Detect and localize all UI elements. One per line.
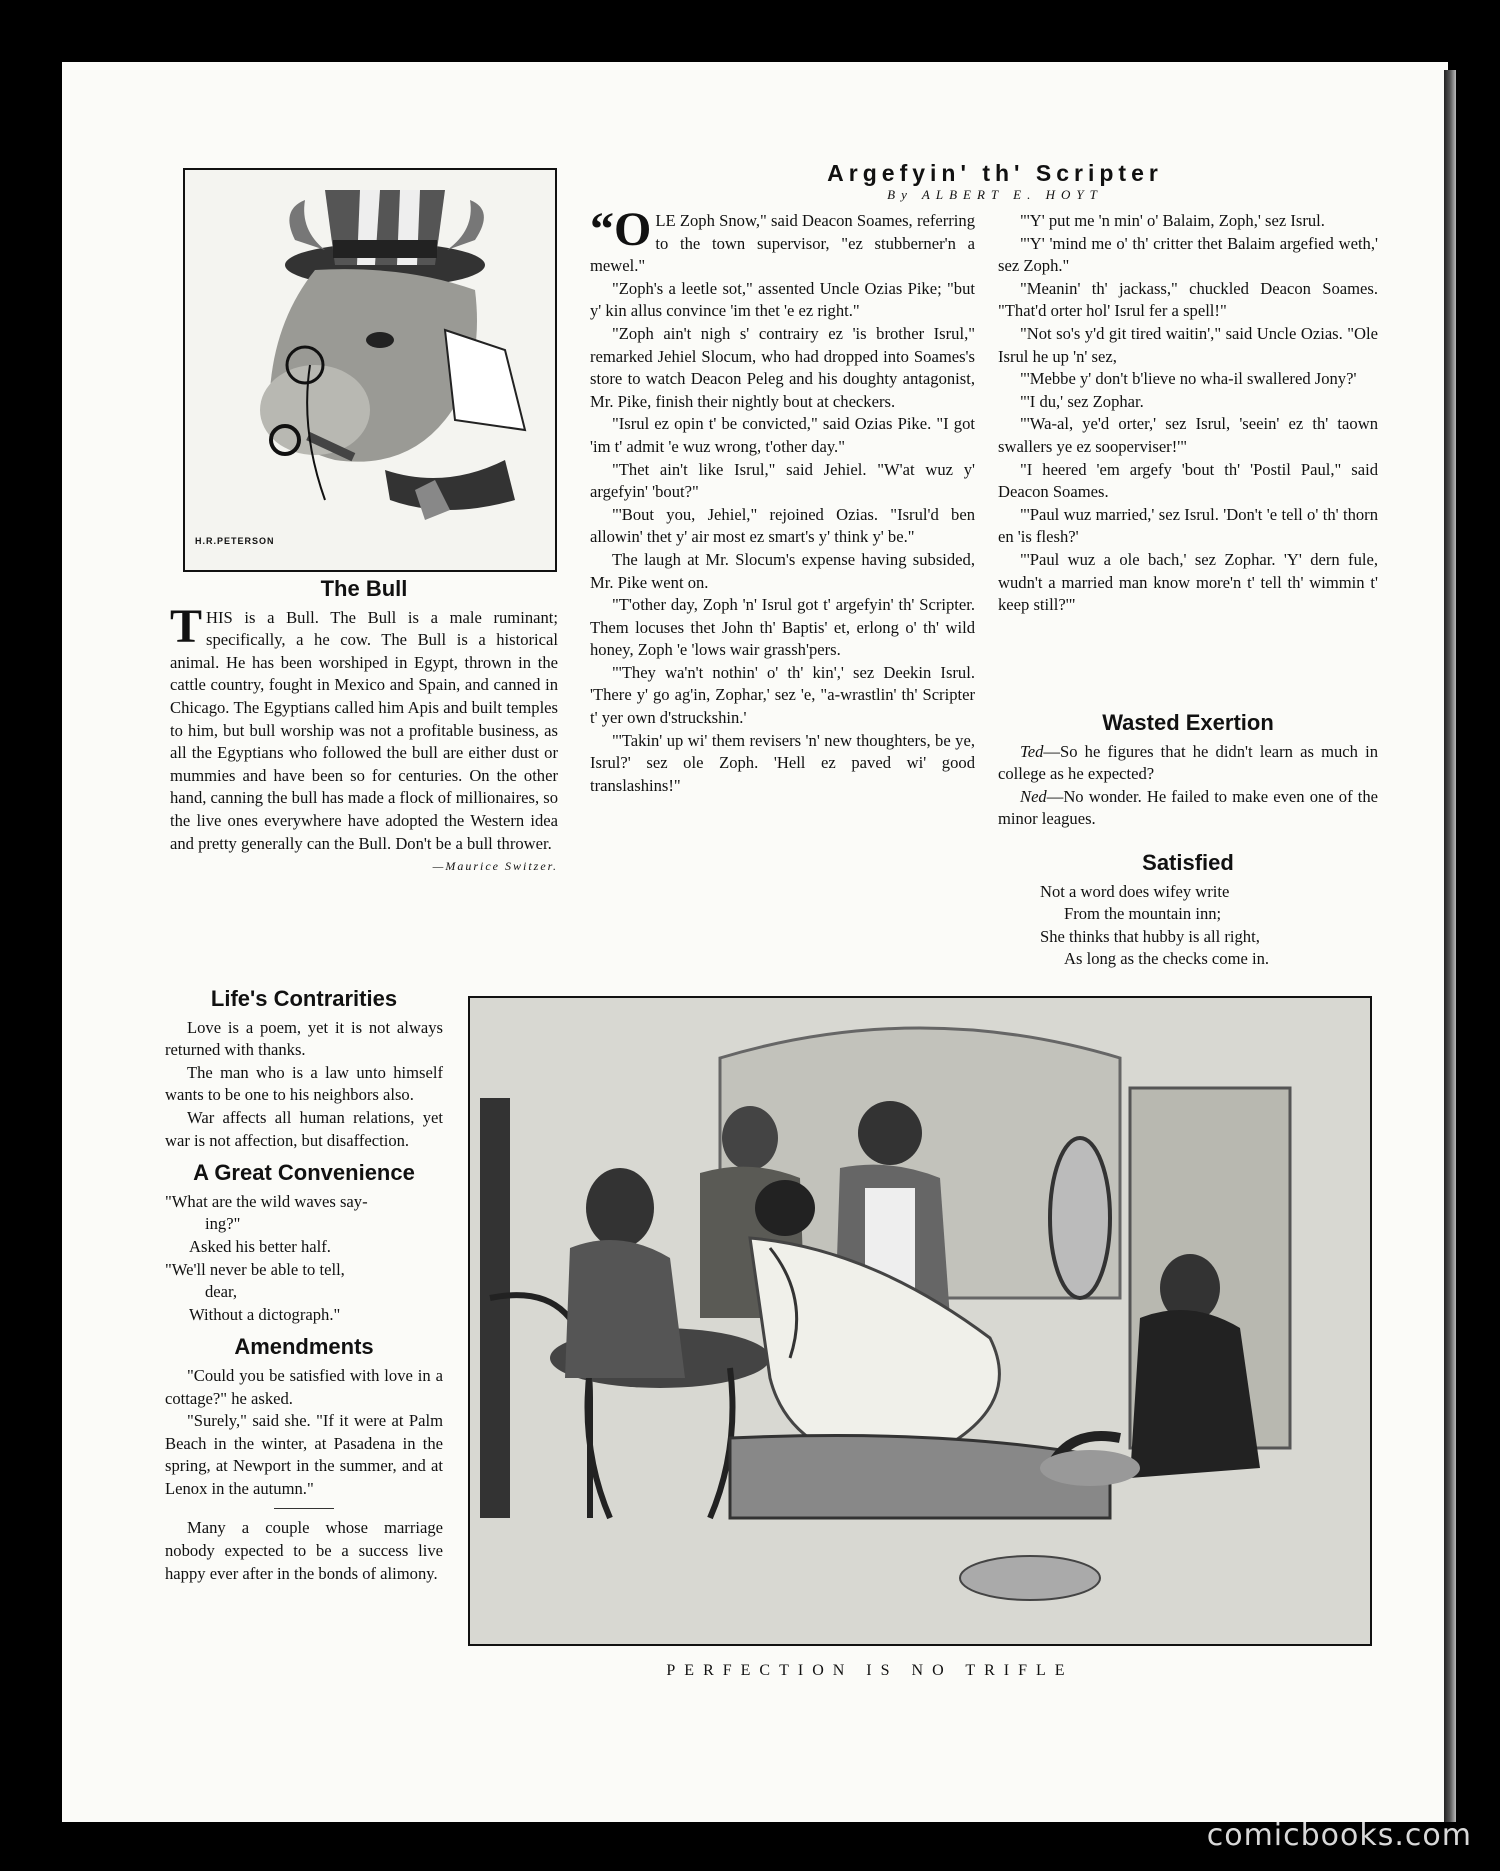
bull-illustration [183,168,557,572]
site-watermark: comicbooks.com [1206,1818,1472,1853]
alimony-para: Many a couple whose marriage nobody expected to be a success live happy ever after in the bonds of alimony. [165,1518,443,1583]
bull-text: THIS is a Bull. The Bull is a male ruminant; specifically, a he cow. The Bull is a historical animal. He has been worshiped in Egypt, thrown in the cattle country, fought in Mexico and Spain, and canned in Chicago. The Egyptians called him Apis and built temples to him, but bull worship was not a profitable business, as all the Egyptians who followed the bull are either dust or mummies and have been so for centuries. On the other hand, canning the bull has made a flock of millionaires, so the live ones everywhere have adopted the Western idea and pretty generally can the Bull. Don't be a bull thrower. [170,599,559,853]
illustration-signature: H.R.PETERSON [195,536,275,546]
illustration-caption: PERFECTION IS NO TRIFLE [666,1662,1074,1679]
argefyin-para: "'I du,' sez Zophar. [1020,391,1144,411]
wasted-ned: Ned—No wonder. He failed to make even one of the minor leagues. [998,786,1378,829]
argefyin-para: The laugh at Mr. Slocum's expense having subsided, Mr. Pike went on. [590,549,975,592]
convenience-poem: "What are the wild waves say- ing?" Asked his better half. "We'll never be able to tell, dear, Without a dictograph." [165,1191,368,1324]
satisfied-title: Satisfied [1142,850,1234,875]
poem-line: As long as the checks come in. [1064,949,1270,969]
section-rule [274,1508,334,1509]
argefyin-para: "'Bout you, Jehiel," rejoined Ozias. "Isrul'd ben allowin' thet y' air most ez smart's y' think y' be." [590,504,975,547]
argefyin-para: "I heered 'em argefy 'bout th' 'Postil Paul," said Deacon Soames. [998,459,1378,502]
contrarities-para: The man who is a law unto himself wants to be one to his neighbors also. [165,1062,443,1105]
argefyin-column-1 [590,203,975,797]
bull-drawing [185,170,555,570]
argefyin-para: "'They wa'n't nothin' o' th' kin',' sez Deekin Isrul. 'There y' go ag'in, Zophar,' sez 'e, "a-wrastlin' th' Scripter t' yer own d'struckshin.' [590,662,975,728]
bull-title: The Bull [320,576,408,601]
wasted-title: Wasted Exertion [1102,710,1274,735]
argefyin-para: "'Paul wuz a ole bach,' sez Zophar. 'Y' dern fule, wudn't a married man know more'n t' tell th' wimmin t' keep still?'" [998,549,1378,615]
contrarities-para: War affects all human relations, yet war is not affection, but disaffection. [165,1107,443,1150]
argefyin-para: "'Takin' up wi' them revisers 'n' new thoughters, be ye, Isrul?' sez ole Zoph. 'Hell ez paved wi' good translashins!" [590,730,975,795]
argefyin-para: "'Y' put me 'n min' o' Balaim, Zoph,' sez Isrul. [1020,211,1325,230]
argefyin-para: "Meanin' th' jackass," chuckled Deacon Soames. "That'd orter hol' Isrul fer a spell!" [998,278,1378,321]
amendments-para: "Could you be satisfied with love in a cottage?" he asked. [165,1365,443,1408]
argefyin-para: "T'other day, Zoph 'n' Isrul got t' argefyin' th' Scripter. Them locuses thet John th' Baptis' et, erlong o' th' wild honey, Zoph 'e 'lows wair grassh'pers. [590,595,975,660]
argefyin-para: "'Paul wuz married,' sez Isrul. 'Don't 'e tell o' th' thorn en 'is flesh?' [998,504,1378,547]
satisfied-poem [998,852,1378,971]
perfection-illustration [468,996,1372,1646]
amendments-para: "Surely," said she. "If it were at Palm Beach in the winter, at Pasadena in the spring, at Newport in the summer, and at Lenox in the autumn." [165,1411,443,1498]
poem-line: From the mountain inn; [1064,904,1222,924]
wasted-exertion [998,712,1378,831]
argefyin-para: "Zoph's a leetle sot," assented Uncle Ozias Pike; "but y' kin allus convince 'im thet 'e ez right." [590,278,975,321]
argefyin-para: "Isrul ez opin t' be convicted," said Ozias Pike. "I got 'im t' admit 'e wuz wrong, t'other day." [590,414,975,456]
argefyin-title: Argefyin' th' Scripter [827,160,1163,186]
book-spine [1444,70,1456,1822]
poem-line: Not a word does wifey write [1040,881,1230,901]
argefyin-para: "'Mebbe y' don't b'lieve no wha-il swallered Jony?' [1020,369,1357,389]
argefyin-para: "Not so's y'd git tired waitin'," said Uncle Ozias. "Ole Isrul he up 'n' sez, [998,323,1378,366]
bull-dropcap: T [170,599,203,653]
bull-signature: —Maurice Switzer. [432,859,558,874]
contrarities-title: Life's Contrarities [210,986,398,1011]
poem-line: She thinks that hubby is all right, [1040,926,1260,946]
left-bottom-column [165,988,443,1585]
bull-article [170,578,558,878]
argefyin-column-2 [998,210,1378,617]
argefyin-dropcap: “O [590,203,652,256]
convenience-title: A Great Convenience [193,1160,415,1186]
argefyin-para: "'Wa-al, ye'd orter,' sez Isrul, 'seein' ez th' taown swallers ye ez sooperviser!'" [998,414,1378,456]
contrarities-para: Love is a poem, yet it is not always returned with thanks. [165,1017,443,1060]
argefyin-para: "Zoph ain't nigh s' contrairy ez 'is brother Isrul," remarked Jehiel Slocum, who had dropped into Soames's store to watch Deacon Peleg and his doughty antagonist, Mr. Pike, finish their nightly bout at checkers. [590,323,975,411]
wasted-ted: Ted—So he figures that he didn't learn as much in college as he expected? [998,741,1378,784]
salon-scene-drawing [470,998,1370,1644]
argefyin-para: "'Y' 'mind me o' th' critter thet Balaim argefied weth,' sez Zoph." [998,233,1378,276]
argefyin-byline: By ALBERT E. HOYT [887,187,1103,202]
argefyin-para-0: “OLE Zoph Snow," said Deacon Soames, referring to the town supervisor, "ez stubberner'n a mewel." [590,203,975,276]
amendments-title: Amendments [234,1334,374,1360]
argefyin-para: "Thet ain't like Isrul," said Jehiel. "W'at wuz y' argefyin' 'bout?" [590,459,975,502]
